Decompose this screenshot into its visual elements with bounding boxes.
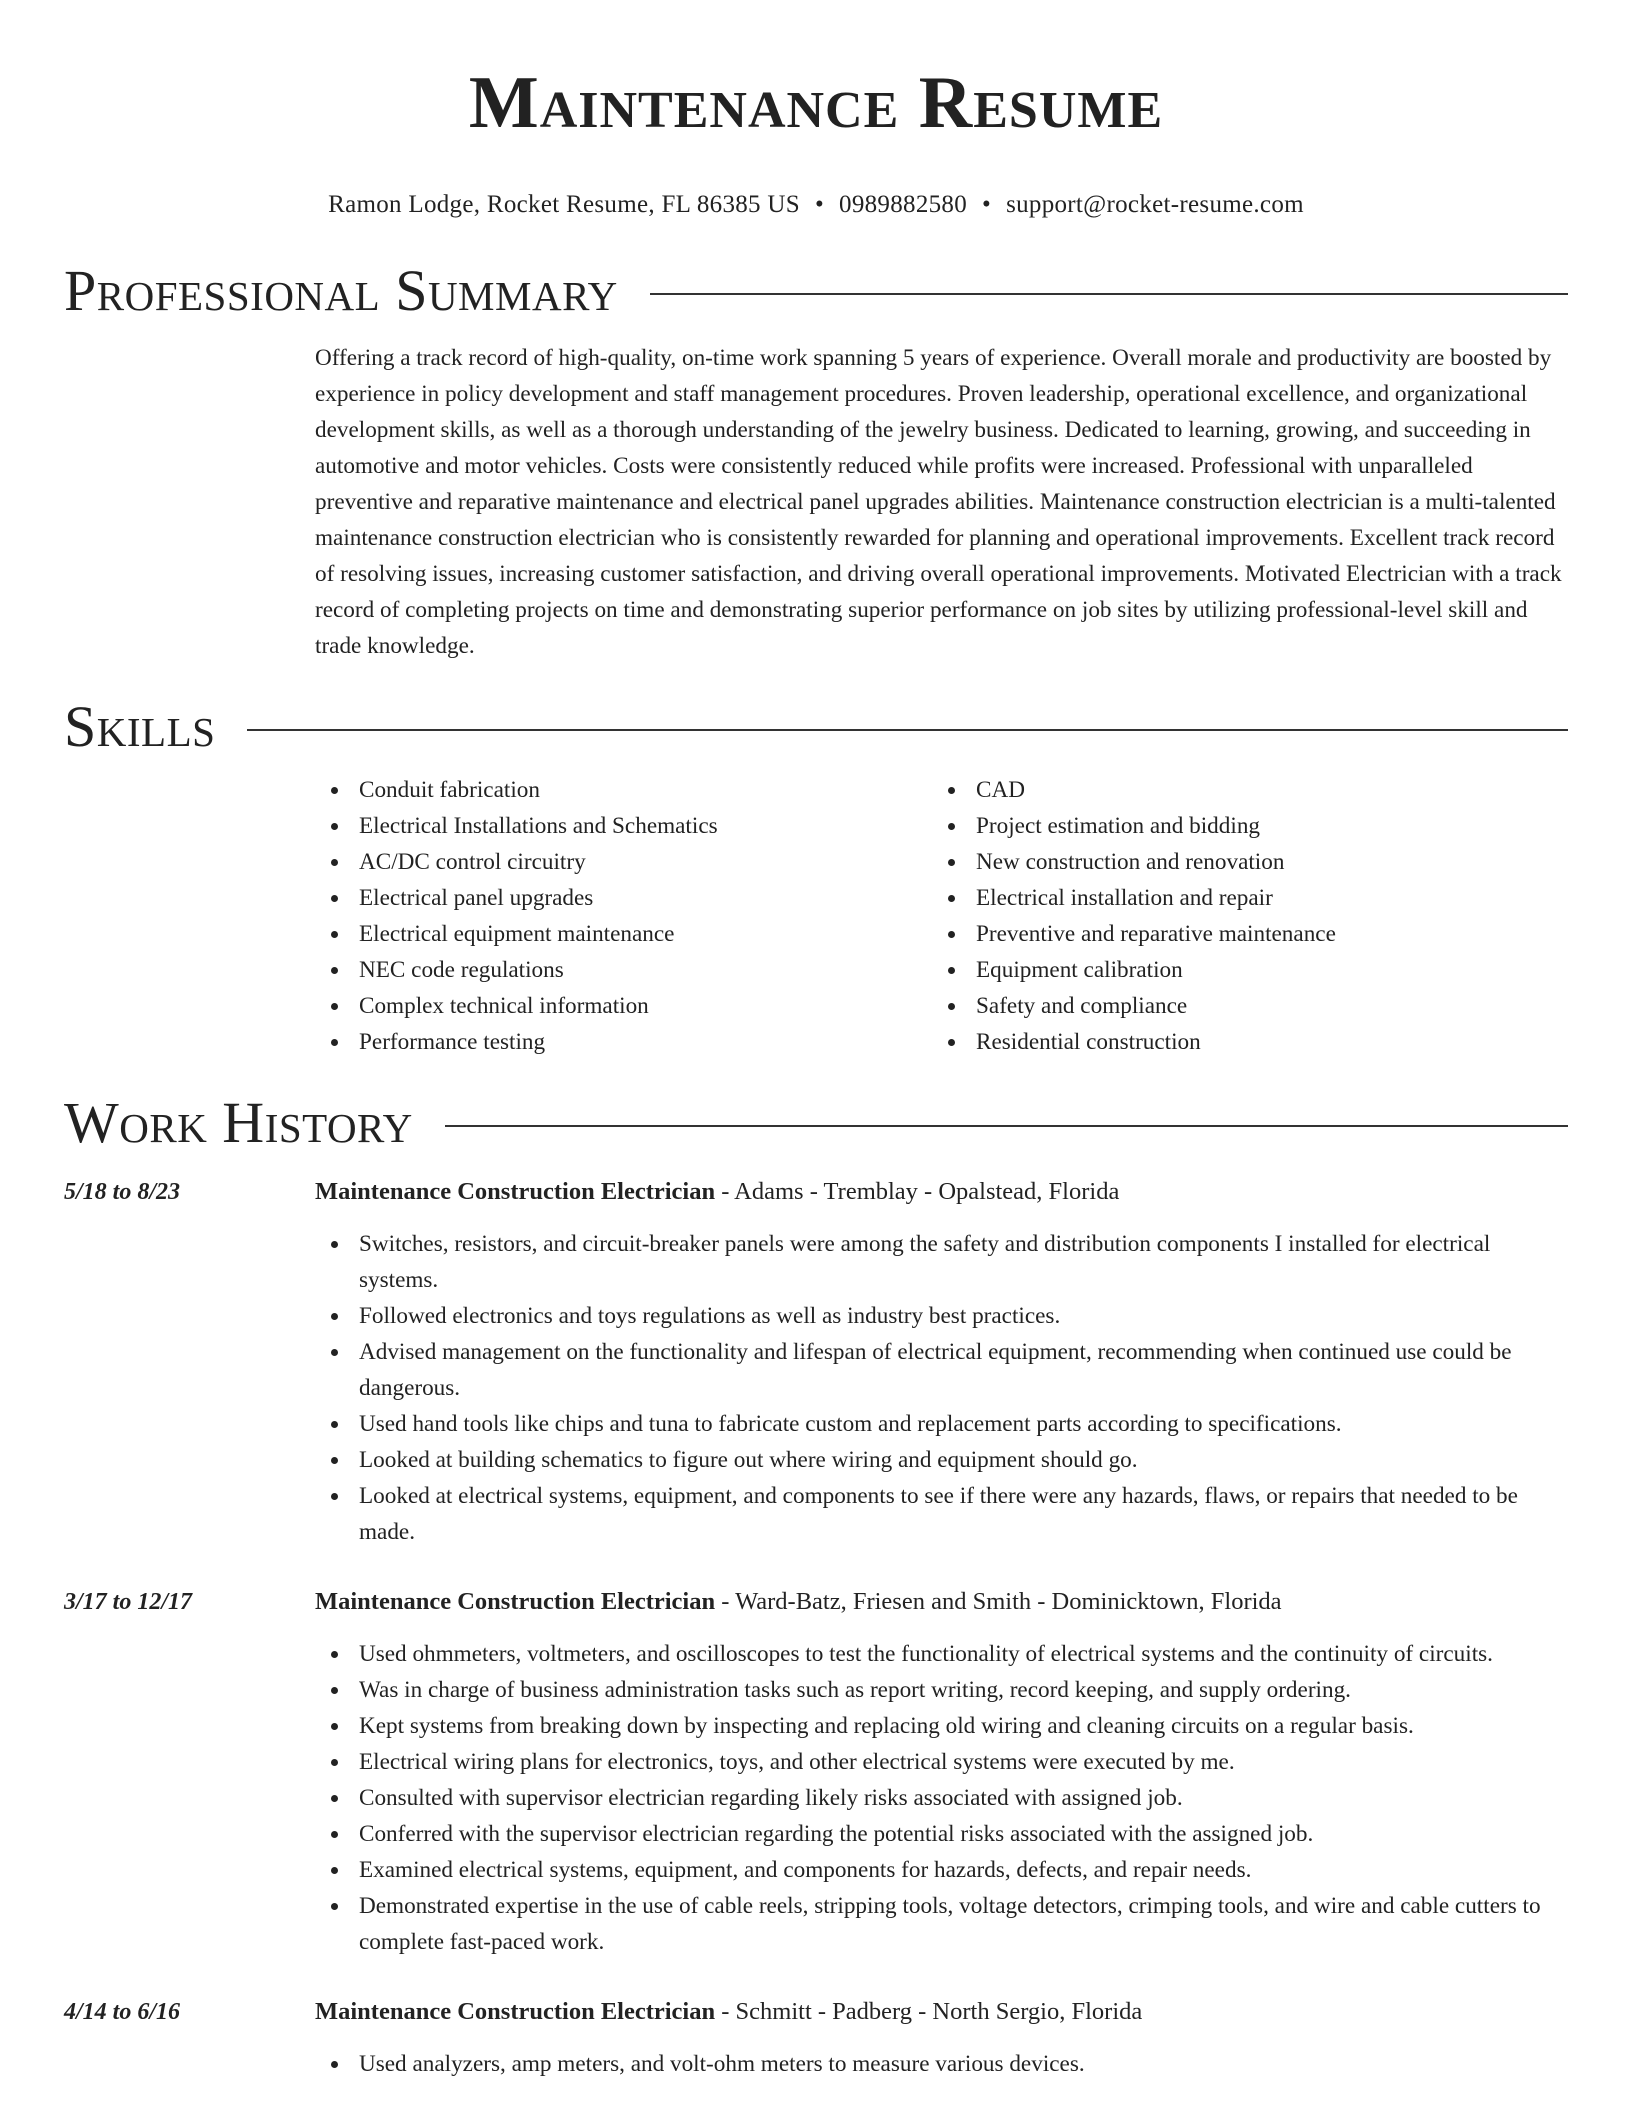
skill-item: Preventive and reparative maintenance (932, 916, 1549, 952)
job-bullet: Advised management on the functionality and lifespan of electrical equipment, recommending when continued use could be dangerous. (315, 1334, 1568, 1406)
skill-item: NEC code regulations (315, 952, 932, 988)
job-title: Maintenance Construction Electrician (315, 1178, 716, 1205)
skill-item: Electrical installation and repair (932, 880, 1549, 916)
job-bullet: Looked at building schematics to figure out where wiring and equipment should go. (315, 1442, 1568, 1478)
contact-line (64, 190, 1568, 220)
job-bullet: Conferred with the supervisor electrician regarding the potential risks associated with the assigned job. (315, 1816, 1568, 1852)
skill-item: New construction and renovation (932, 844, 1549, 880)
job-bullet: Used hand tools like chips and tuna to fabricate custom and replacement parts according to specifications. (315, 1406, 1568, 1442)
job-heading (315, 1584, 1568, 1620)
contact-separator: • (814, 191, 825, 218)
contact-email: support@rocket-resume.com (1006, 191, 1304, 218)
job-bullet: Electrical wiring plans for electronics, toys, and other electrical systems were executed by me. (315, 1744, 1568, 1780)
skill-item: Conduit fabrication (315, 772, 932, 808)
job-entry (64, 1994, 1568, 2082)
job-bullet: Examined electrical systems, equipment, and components for hazards, defects, and repair needs. (315, 1852, 1568, 1888)
job-employer: - Ward-Batz, Friesen and Smith - Dominicktown, Florida (715, 1588, 1282, 1615)
contact-phone: 0989882580 (839, 191, 968, 218)
work-heading: Work History (64, 1090, 413, 1155)
job-employer: - Schmitt - Padberg - North Sergio, Florida (715, 1998, 1143, 2025)
work-section-header (64, 1090, 1568, 1156)
skill-item: CAD (932, 772, 1549, 808)
job-content (315, 1174, 1568, 1550)
job-bullet: Consulted with supervisor electrician regarding likely risks associated with assigned job. (315, 1780, 1568, 1816)
summary-section-header (64, 258, 1568, 324)
job-bullets (315, 1226, 1568, 1550)
skill-item: Electrical panel upgrades (315, 880, 932, 916)
skills-heading: Skills (64, 694, 216, 759)
job-heading (315, 1174, 1568, 1210)
job-bullet: Used analyzers, amp meters, and volt-ohm meters to measure various devices. (315, 2046, 1568, 2082)
job-content (315, 1584, 1568, 1960)
job-entry (64, 1174, 1568, 1550)
skill-item: Performance testing (315, 1024, 932, 1060)
skill-item: Electrical equipment maintenance (315, 916, 932, 952)
job-bullet: Was in charge of business administration tasks such as report writing, record keeping, and supply ordering. (315, 1672, 1568, 1708)
skill-item: Complex technical information (315, 988, 932, 1024)
page-title: Maintenance Resume (468, 62, 1164, 144)
section-rule (650, 293, 1568, 295)
job-bullet: Looked at electrical systems, equipment, and components to see if there were any hazards, flaws, or repairs that needed to be made. (315, 1478, 1568, 1550)
summary-heading: Professional Summary (64, 258, 618, 323)
skills-section-header (64, 694, 1568, 760)
skill-item: Equipment calibration (932, 952, 1549, 988)
job-dates: 4/14 to 6/16 (64, 1999, 181, 2025)
skills-column-left (315, 772, 932, 1060)
job-dates: 5/18 to 8/23 (64, 1179, 181, 1205)
job-dates: 3/17 to 12/17 (64, 1589, 193, 1615)
skill-item: Residential construction (932, 1024, 1549, 1060)
skill-item: Safety and compliance (932, 988, 1549, 1024)
job-bullets (315, 1636, 1568, 1960)
job-employer: - Adams - Tremblay - Opalstead, Florida (715, 1178, 1120, 1205)
section-rule (445, 1125, 1568, 1127)
skill-item: Electrical Installations and Schematics (315, 808, 932, 844)
job-bullet: Followed electronics and toys regulations as well as industry best practices. (315, 1298, 1568, 1334)
job-entry (64, 1584, 1568, 1960)
skills-list (315, 772, 1568, 1060)
job-title: Maintenance Construction Electrician (315, 1998, 716, 2025)
section-rule (247, 729, 1568, 731)
job-bullet: Kept systems from breaking down by inspecting and replacing old wiring and cleaning circuits on a regular basis. (315, 1708, 1568, 1744)
job-content (315, 1994, 1568, 2082)
summary-text: Offering a track record of high-quality, on-time work spanning 5 years of experience. Overall morale and productivity are boosted by experience in policy development and staff management procedures. Proven leadership, operational excellence, and organizational development skills, as well as a thorough understanding of the jewelry business. Dedicated to learning, growing, and succeeding in automotive and motor vehicles. Costs were consistently reduced while profits were increased. Professional with unparalleled preventive and reparative maintenance and electrical panel upgrades abilities. Maintenance construction electrician is a multi-talented maintenance construction electrician who is consistently rewarded for planning and operational improvements. Excellent track record of resolving issues, increasing customer satisfaction, and driving overall operational improvements. Motivated Electrician with a track record of completing projects on time and demonstrating superior performance on job sites by utilizing professional-level skill and trade knowledge. (315, 345, 1562, 659)
contact-address: Ramon Lodge, Rocket Resume, FL 86385 US (328, 191, 800, 218)
job-bullet: Switches, resistors, and circuit-breaker panels were among the safety and distribution components I installed for electrical systems. (315, 1226, 1568, 1298)
job-title: Maintenance Construction Electrician (315, 1588, 716, 1615)
contact-separator: • (982, 191, 992, 218)
skill-item: Project estimation and bidding (932, 808, 1549, 844)
job-bullet: Demonstrated expertise in the use of cable reels, stripping tools, voltage detectors, crimping tools, and wire and cable cutters to complete fast-paced work. (315, 1888, 1568, 1960)
skills-column-right (932, 772, 1549, 1060)
job-bullets (315, 2046, 1568, 2082)
job-bullet: Used ohmmeters, voltmeters, and oscilloscopes to test the functionality of electrical systems and the continuity of circuits. (315, 1636, 1568, 1672)
job-heading (315, 1994, 1568, 2030)
skill-item: AC/DC control circuitry (315, 844, 932, 880)
